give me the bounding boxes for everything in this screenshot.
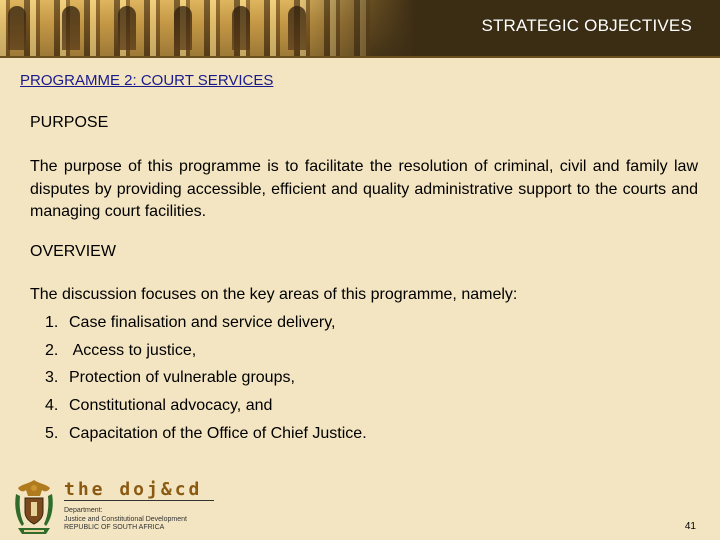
list-number: 4. [45,397,59,415]
country-name: REPUBLIC OF SOUTH AFRICA [64,524,165,531]
overview-intro: The discussion focuses on the key areas of this programme, namely: [30,286,518,303]
slide-header-title: STRATEGIC OBJECTIVES [481,16,692,35]
list-number: 3. [45,369,59,387]
header-divider [0,56,720,58]
list-number: 2. [45,341,59,359]
building-window [8,6,26,50]
purpose-text: The purpose of this programme is to facilitate the resolution of criminal, civil and family law disputes by providing accessible, efficient and quality administrative support to the courts and managing court facilities. [30,158,698,220]
building-window [118,6,136,50]
list-text: Case finalisation and service delivery, [69,314,336,331]
list-number: 5. [45,424,59,442]
list-text: Protection of vulnerable groups, [69,369,295,387]
footer-divider [64,500,214,501]
overview-heading: OVERVIEW [30,243,116,260]
department-title: Justice and Constitutional Development [64,515,187,523]
list-item [45,312,367,340]
list-item [45,340,367,368]
list-text: Constitutional advocacy, and [69,397,273,415]
key-areas-list [45,312,367,450]
page-number: 41 [684,521,696,532]
list-number: 1. [45,314,59,331]
list-text: Capacitation of the Office of Chief Justice. [69,424,367,442]
list-item [45,395,367,423]
building-window [174,6,192,50]
banner-fade [290,0,430,56]
building-window [62,6,80,50]
department-name [64,507,187,533]
list-item [45,423,367,451]
purpose-heading: PURPOSE [30,114,109,131]
list-text: Access to justice, [69,341,197,359]
header-banner [0,0,720,56]
coat-of-arms-icon [10,478,58,536]
department-label: Department: [64,507,103,514]
building-window [232,6,250,50]
list-item [45,367,367,395]
programme-title: PROGRAMME 2: COURT SERVICES [20,72,274,89]
department-brand: the doj&cd [64,479,203,500]
